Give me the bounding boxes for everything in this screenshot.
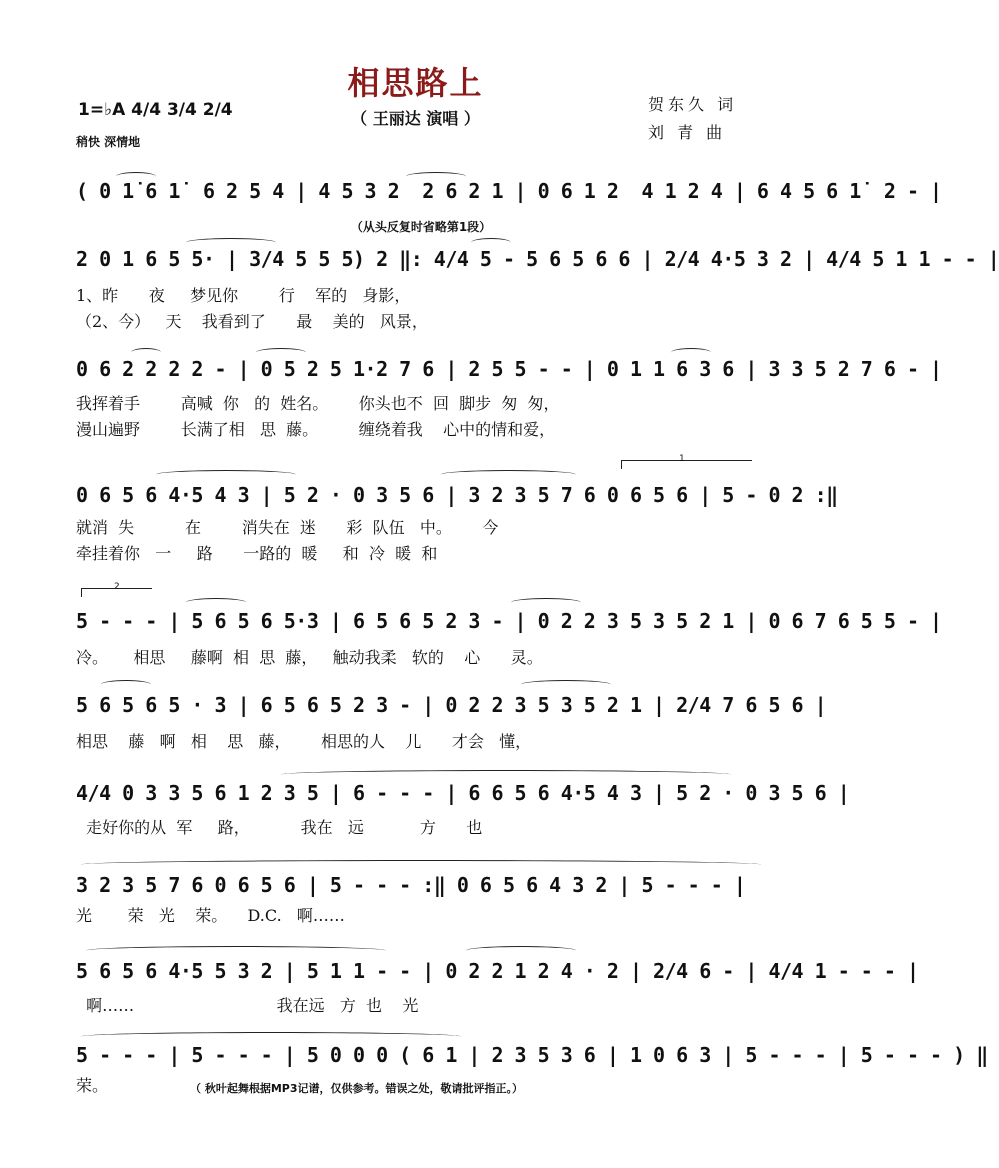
slur-mark — [101, 680, 151, 689]
slur-mark — [86, 946, 386, 955]
slur-mark — [441, 470, 576, 479]
slur-mark — [156, 470, 296, 479]
lyric-line-2: 漫山遍野 长满了相 思 藤。 缠绕着我 心中的情和爱， — [76, 420, 556, 439]
first-ending-bracket — [621, 460, 752, 469]
repeat-annotation: （从头反复时省略第1段） — [350, 220, 492, 234]
lyric-line-1: 就消 失 在 消失在 迷 彩 队伍 中。 今 — [76, 518, 499, 537]
notation-line: 0 6 5 6 4·5 4 3 | 5 2 · 0 3 5 6 | 3 2 3 5 7 6 0 6 5 6 | 5 - 0 2 :‖ — [76, 483, 838, 507]
notation-line: 5 - - - | 5 6 5 6 5·3 | 6 5 6 5 2 3 - | 0 2 2 3 5 3 5 2 1 | 0 6 7 6 5 5 - | — [76, 609, 942, 633]
lyric-line-1: 走好你的从 军 路， 我在 远 方 也 — [76, 818, 483, 837]
notation-line: 0 6 2 2 2 2 - | 0 5 2 5 1·2 7 6 | 2 5 5 - - | 0 1 1 6 3 6 | 3 3 5 2 7 6 - | — [76, 357, 942, 381]
transcriber-note: （ 秋叶起舞根据MP3记谱，仅供参考。错误之处，敬请批评指正。） — [190, 1082, 523, 1095]
lyric-line-1: 啊…… 我在远 方 也 光 — [76, 996, 419, 1015]
slur-mark — [521, 680, 611, 689]
slur-mark — [466, 946, 576, 955]
lyric-line-1: 光 荣 光 荣。 D.C. 啊…… — [76, 906, 345, 925]
notation-line: ( 0 1̇ 6 1̇ 6 2 5 4 | 4 5 3 2 2 6 2 1 | 0 6 1 2 4 1 2 4 | 6 4 5 6 1̇ 2 - | — [76, 179, 942, 203]
slur-mark — [81, 860, 761, 869]
key-signature: 1=♭A 4/4 3/4 2/4 — [78, 100, 233, 120]
second-ending-number: 2 — [114, 582, 120, 592]
lyric-line-1: 冷。 相思 藤啊 相 思 藤， 触动我柔 软的 心 灵。 — [76, 648, 543, 667]
song-title: 相思路上 — [347, 64, 484, 102]
notation-line: 5 6 5 6 4·5 5 3 2 | 5 1 1 - - | 0 2 2 1 2 4 · 2 | 2/4 6 - | 4/4 1 - - - | — [76, 959, 919, 983]
notation-line: 2 0 1 6 5 5· | 3/4 5 5 5) 2 ‖: 4/4 5 - 5 6 5 6 6 | 2/4 4·5 3 2 | 4/4 5 1 1 - - | — [76, 247, 999, 271]
lyric-line-2: （2、今） 天 我看到了 最 美的 风景， — [76, 312, 428, 331]
notation-line: 5 - - - | 5 - - - | 5 0 0 0 ( 6 1 | 2 3 5 3 6 | 1 0 6 3 | 5 - - - | 5 - - - ) ‖ — [76, 1043, 988, 1067]
singer-credit: （ 王丽达 演唱 ） — [351, 109, 480, 128]
composer-credit: 刘 青 曲 — [648, 123, 727, 142]
lyric-line-2: 牵挂着你 一 路 一路的 暖 和 冷 暖 和 — [76, 544, 438, 563]
first-ending-number: 1 — [679, 454, 685, 464]
lyric-line-1: 荣。 — [76, 1076, 109, 1095]
lyric-line-1: 1、昨 夜 梦见你 行 军的 身影， — [76, 286, 411, 305]
tempo-marking: 稍快 深情地 — [76, 135, 141, 149]
lyric-line-1: 我挥着手 高喊 你 的 姓名。 你头也不 回 脚步 匆 匆， — [76, 394, 560, 413]
lyricist-credit: 贺东久 词 — [648, 95, 738, 114]
notation-line: 5 6 5 6 5 · 3 | 6 5 6 5 2 3 - | 0 2 2 3 5 3 5 2 1 | 2/4 7 6 5 6 | — [76, 693, 827, 717]
lyric-line-1: 相思 藤 啊 相 思 藤， 相思的人 儿 才会 懂， — [76, 732, 532, 751]
notation-line: 3 2 3 5 7 6 0 6 5 6 | 5 - - - :‖ 0 6 5 6 4 3 2 | 5 - - - | — [76, 873, 746, 897]
notation-line: 4/4 0 3 3 5 6 1 2 3 5 | 6 - - - | 6 6 5 6 4·5 4 3 | 5 2 · 0 3 5 6 | — [76, 781, 850, 805]
